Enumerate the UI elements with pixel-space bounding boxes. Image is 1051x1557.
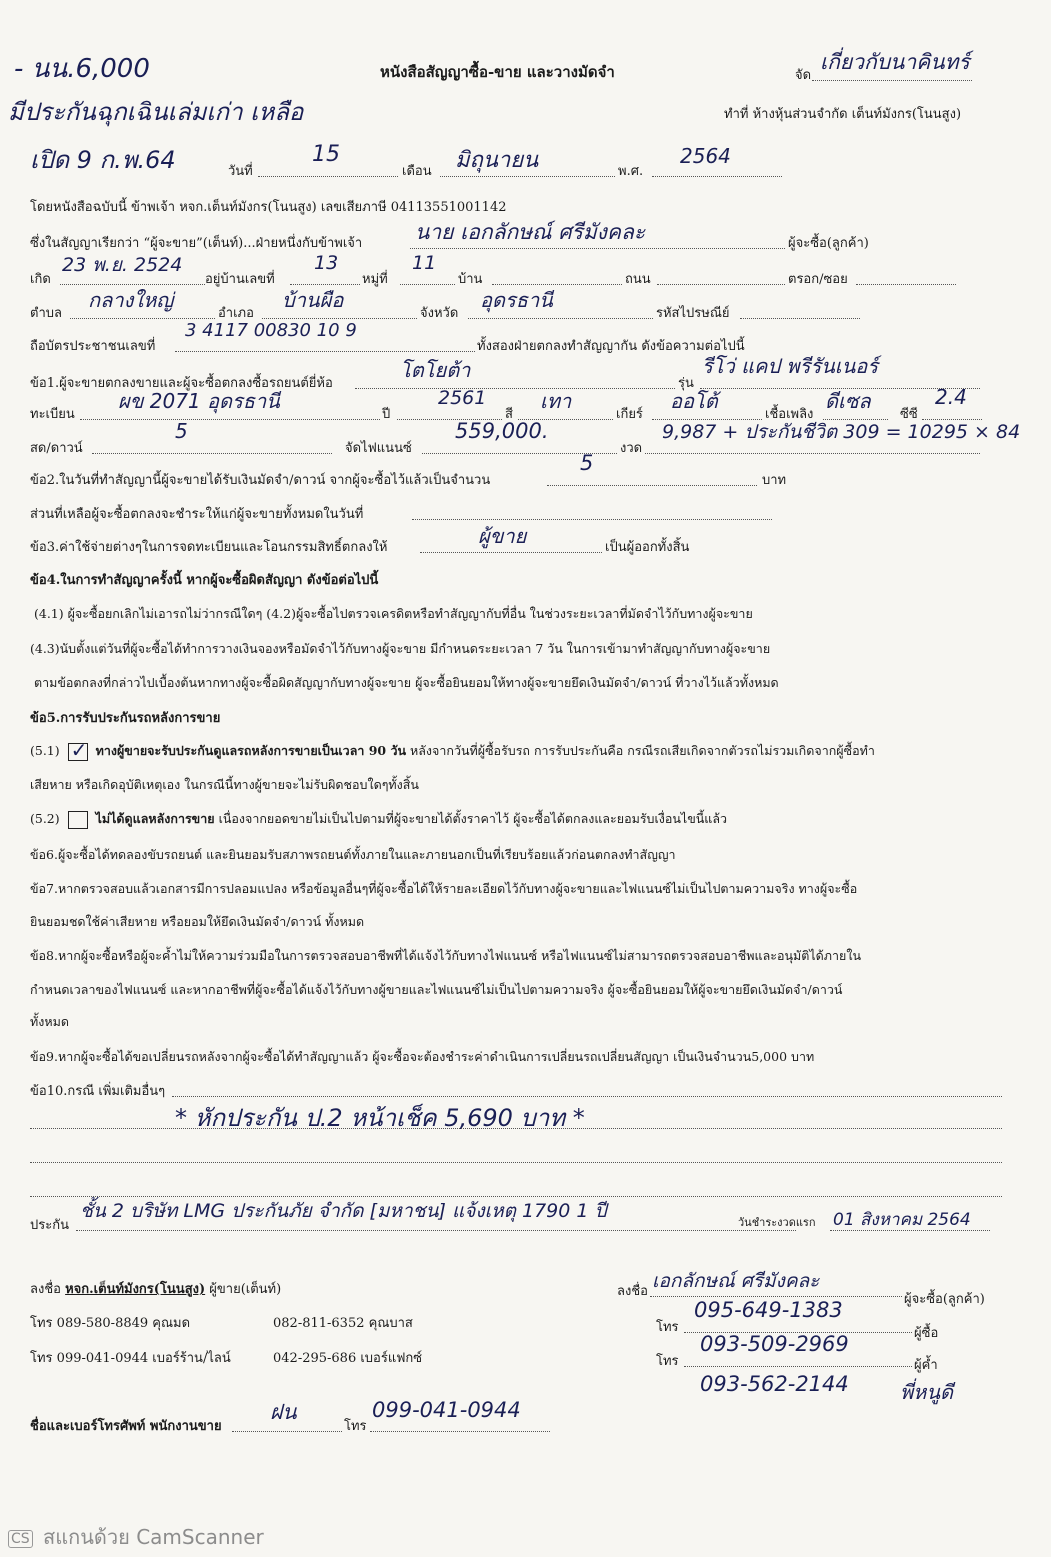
- clause5-1-number: (5.1): [30, 743, 60, 758]
- made-at-label: จัด: [795, 68, 812, 83]
- buyer-sign-label: ลงชื่อ: [617, 1284, 648, 1299]
- check-mark-icon: ✓: [70, 737, 88, 762]
- staff-label: ชื่อและเบอร์โทรศัพท์ พนักงานขาย: [30, 1419, 222, 1434]
- village-label: บ้าน: [458, 272, 483, 287]
- birth-label: เกิด: [30, 272, 51, 287]
- clause10-label: ข้อ10.กรณี เพิ่มเติมอื่นๆ: [30, 1084, 166, 1099]
- staff-tel-label: โทร: [344, 1419, 367, 1434]
- seller-sign-row: [30, 1278, 281, 1299]
- clause4-1: (4.1) ผู้จะซื้อยกเลิกไม่เอารถไม่ว่ากรณีใดๆ (4.2)ผู้จะซื้อไปตรวจเครดิตหรือทำสัญญากับที่อื่น ในช่วงระยะเวลาที่มัดจำไว้กับทางผู้จะขาย: [34, 606, 753, 621]
- buyer-role: ผู้จะซื้อ(ลูกค้า): [904, 1292, 985, 1307]
- seller-sign-label: ลงชื่อ: [30, 1282, 61, 1297]
- id-post: ทั้งสองฝ่ายตกลงทำสัญญากัน ดังข้อความต่อไปนี้: [477, 339, 745, 354]
- buyer-tel-role: ผู้ซื้อ: [914, 1326, 939, 1341]
- cc-value: 2.4: [935, 385, 967, 409]
- clause5-2-bold: ไม่ได้ดูแลหลังการขาย: [95, 811, 215, 826]
- party-line-pre: ซึ่งในสัญญาเรียกว่า “ผู้จะขาย”(เต็นท์)...ฝ่ายหนึ่งกับข้าพเจ้า: [30, 236, 363, 251]
- finance-label: จัดไฟแนนซ์: [345, 441, 412, 456]
- party-line-post: ผู้จะซื้อ(ลูกค้า): [788, 236, 869, 251]
- subdistrict-value: กลางใหญ่: [88, 288, 174, 312]
- clause3-pre: ข้อ3.ค่าใช้จ่ายต่างๆในการจดทะเบียนและโอนกรรมสิทธิ์ตกลงให้: [30, 540, 388, 555]
- gear-label: เกียร์: [616, 407, 643, 422]
- clause5-1-checkbox[interactable]: [68, 737, 88, 762]
- moo-value: 11: [412, 252, 437, 274]
- clause4-3: (4.3)นับตั้งแต่วันที่ผู้จะซื้อได้ทำการวางเงินจองหรือมัดจำไว้กับทางผู้จะขาย มีกำหนดระยะเวลา 7 วัน ในการเข้ามาทำสัญญากับทางผู้จะขาย: [30, 641, 771, 656]
- model-value: รีโว่ แคป พรีรันเนอร์: [702, 354, 878, 378]
- subdistrict-label: ตำบล: [30, 306, 62, 321]
- clause6: ข้อ6.ผู้จะซื้อได้ทดลองขับรถยนต์ และยินยอมรับสภาพรถยนต์ทั้งภายในและภายนอกเป็นที่เรียบร้อยแล้วก่อนตกลงทำสัญญา: [30, 847, 676, 862]
- clause5-2-number: (5.2): [30, 811, 60, 826]
- house-value: 13: [314, 252, 339, 274]
- top-left-note: มีประกันฉุกเฉินเล่มเก่า เหลือ: [8, 98, 304, 126]
- postcode-label: รหัสไปรษณีย์: [656, 306, 730, 321]
- clause5-heading: ข้อ5.การรับประกันรถหลังการขาย: [30, 711, 221, 726]
- clause5-1-row: [30, 737, 875, 762]
- year-value: 2564: [680, 144, 731, 168]
- open-date-note: เปิด 9 ก.พ.64: [30, 146, 176, 174]
- birth-value: 23 พ.ย. 2524: [62, 254, 183, 276]
- gear-value: ออโต้: [670, 389, 718, 413]
- cc-label: ซีซี: [900, 407, 918, 422]
- made-at-value: เกี่ยวกับนาคินทร์: [820, 50, 970, 74]
- moo-label: หมู่ที่: [362, 272, 388, 287]
- id-label: ถือบัตรประชาชนเลขที่: [30, 339, 156, 354]
- buyer-name: นาย เอกลักษณ์ ศรีมังคละ: [415, 220, 646, 244]
- clause4-heading: ข้อ4.ในการทำสัญญาครั้งนี้ หากผู้จะซื้อผิดสัญญา ดังข้อต่อไปนี้: [30, 573, 379, 588]
- province-label: จังหวัด: [420, 306, 459, 321]
- camscanner-watermark: [8, 1521, 264, 1553]
- month-label: เดือน: [402, 164, 432, 179]
- camscanner-logo-icon: CS: [8, 1530, 33, 1548]
- clause5-1-cont: เสียหาย หรือเกิดอุบัติเหตุเอง ในกรณีนี้ทางผู้ขายจะไม่รับผิดชอบใดๆทั้งสิ้น: [30, 777, 419, 792]
- color-label: สี: [505, 407, 513, 422]
- guarantor-tel-label: โทร: [656, 1354, 679, 1369]
- clause3-value: ผู้ขาย: [478, 524, 527, 548]
- reg-label: ทะเบียน: [30, 407, 75, 422]
- seller-sign-name: หจก.เต็นท์มังกร(โนนสูง): [65, 1282, 206, 1297]
- clause2-pre: ข้อ2.ในวันที่ทำสัญญานี้ผู้จะขายได้รับเงินมัดจำ/ดาวน์ จากผู้จะซื้อไว้แล้วเป็นจำนวน: [30, 473, 491, 488]
- clause10-value: * หักประกัน ป.2 หน้าเช็ค 5,690 บาท *: [175, 1104, 585, 1132]
- insurance-label: ประกัน: [30, 1218, 69, 1233]
- buyer-tel-label: โทร: [656, 1320, 679, 1335]
- clause8-line2: กำหนดเวลาของไฟแนนซ์ และหากอาชีพที่ผู้จะซื้อได้แจ้งไว้กับทางผู้ขายและไฟแนนซ์ไม่เป็นไปตามความจริง ผู้จะซื้อยินยอมให้ผู้จะขายยึดเงินมัดจำ/ดาวน์: [30, 982, 843, 997]
- color-value: เทา: [540, 389, 572, 413]
- brand-value: โตโยต้า: [400, 358, 471, 382]
- install-value: 9,987 + ประกันชีวิต 309 = 10295 × 84: [662, 421, 1021, 443]
- down-value: 5: [175, 419, 188, 443]
- reg-value: ผข 2071 อุดรธานี: [118, 389, 280, 413]
- clause4-4: ตามข้อตกลงที่กล่าวไปเบื้องต้นหากทางผู้จะซื้อผิดสัญญากับทางผู้จะขาย ผู้จะซื้อยินยอมให้ทางผู้จะขายยึดเงินมัดจำ/ดาวน์ ที่วางไว้แล้วทั้งหมด: [34, 675, 779, 690]
- extra-tel: 093-562-2144: [700, 1372, 849, 1396]
- buyer-signature: เอกลักษณ์ ศรีมังคละ: [652, 1270, 820, 1292]
- finance-value: 559,000.: [455, 419, 549, 443]
- clause2-remainder: ส่วนที่เหลือผู้จะซื้อตกลงจะชำระให้แก่ผู้จะขายทั้งหมดในวันที่: [30, 507, 364, 522]
- clause8-line1: ข้อ8.หากผู้จะซื้อหรือผู้จะค้ำไม่ให้ความร่วมมือในการตรวจสอบอาชีพที่ได้แจ้งไว้กับทางไฟแนนซ์ หรือไฟแนนซ์ไม่สามารถตรวจสอบอาชีพและอนุมัติได้ภายใน: [30, 948, 861, 963]
- clause5-1-rest: หลังจากวันที่ผู้ซื้อรับรถ การรับประกันคือ กรณีรถเสียเกิดจากตัวรถไม่รวมเกิดจากผู้ซื้อทำ: [410, 743, 875, 758]
- install-label: งวด: [620, 441, 643, 456]
- day-value: 15: [312, 142, 340, 167]
- road-label: ถนน: [625, 272, 651, 287]
- phone-4: 042-295-686 เบอร์แฟกซ์: [273, 1351, 423, 1366]
- clause7-line1: ข้อ7.หากตรวจสอบแล้วเอกสารมีการปลอมแปลง หรือข้อมูลอื่นๆที่ผู้จะซื้อได้ให้รายละเอียดไว้กับทางผู้จะขายและไฟแนนซ์ไม่เป็นไปตามความจริง ทางผู้จะซื้อ: [30, 881, 858, 896]
- buyer-tel: 095-649-1383: [694, 1298, 843, 1322]
- clause5-1-bold: ทางผู้ขายจะรับประกันดูแลรถหลังการขายเป็นเวลา 90 วัน: [95, 743, 407, 758]
- place-line: ทำที่ ห้างหุ้นส่วนจำกัด เต็นท์มังกร(โนนสูง): [724, 107, 962, 122]
- clause3-post: เป็นผู้ออกทั้งสิ้น: [605, 540, 690, 555]
- fuel-label: เชื้อเพลิง: [765, 407, 814, 422]
- model-label: รุ่น: [678, 376, 694, 391]
- staff-name: ฝน: [270, 1400, 297, 1424]
- clause8-line3: ทั้งหมด: [30, 1014, 69, 1029]
- district-label: อำเภอ: [218, 306, 254, 321]
- day-label: วันที่: [228, 164, 253, 179]
- guarantor-role: ผู้ค้ำ: [914, 1358, 938, 1373]
- first-due-value: 01 สิงหาคม 2564: [833, 1210, 971, 1230]
- staff-tel: 099-041-0944: [372, 1398, 521, 1422]
- province-value: อุดรธานี: [480, 288, 553, 312]
- year-label: พ.ศ.: [618, 164, 644, 179]
- seller-role: ผู้ขาย(เต็นท์): [209, 1282, 282, 1297]
- first-due-label: วันชำระงวดแรก: [738, 1216, 816, 1229]
- guarantor-tel: 093-509-2969: [700, 1332, 849, 1356]
- clause5-2-row: [30, 809, 727, 829]
- insurance-value: ชั้น 2 บริษัท LMG ประกันภัย จำกัด [มหาชน] แจ้งเหตุ 1790 1 ปี: [80, 1200, 607, 1222]
- fuel-value: ดีเซล: [825, 389, 871, 413]
- camscanner-text: สแกนด้วย CamScanner: [43, 1525, 264, 1549]
- alley-label: ตรอก/ซอย: [788, 272, 848, 287]
- id-value: 3 4117 00830 10 9: [185, 320, 357, 341]
- house-label: อยู่บ้านเลขที่: [205, 272, 275, 287]
- extra-tel-note: พี่หนูดี: [900, 1380, 954, 1404]
- month-value: มิถุนายน: [455, 148, 539, 173]
- clause2-post: บาท: [762, 473, 787, 488]
- phone-3: โทร 099-041-0944 เบอร์ร้าน/ไลน์: [30, 1351, 231, 1366]
- clause7-line2: ยินยอมชดใช้ค่าเสียหาย หรือยอมให้ยึดเงินมัดจำ/ดาวน์ ทั้งหมด: [30, 914, 365, 929]
- clause1-label: ข้อ1.ผู้จะขายตกลงขายและผู้จะซื้อตกลงซื้อรถยนต์ยี่ห้อ: [30, 376, 333, 391]
- district-value: บ้านผือ: [282, 288, 344, 312]
- down-label: สด/ดาวน์: [30, 441, 83, 456]
- clause2-value: 5: [580, 451, 594, 475]
- year-field-label: ปี: [382, 407, 391, 422]
- intro-line: โดยหนังสือฉบับนี้ ข้าพเจ้า หจก.เต็นท์มังกร(โนนสูง) เลขเสียภาษี 0411355100114​2: [30, 200, 507, 215]
- clause5-2-checkbox[interactable]: [68, 811, 88, 829]
- clause5-2-rest: เนื่องจากยอดขายไม่เป็นไปตามที่ผู้จะขายได้ตั้งราคาไว้ ผู้จะซื้อได้ตกลงและยอมรับเงื่อนไขนี้แล้ว: [218, 811, 728, 826]
- year-field-value: 2561: [438, 387, 487, 409]
- document-title: หนังสือสัญญาซื้อ-ขาย และวางมัดจำ: [380, 63, 615, 81]
- phone-1: โทร 089-580-8849 คุณมด: [30, 1316, 191, 1331]
- clause9: ข้อ9.หากผู้จะซื้อได้ขอเปลี่ยนรถหลังจากผู้จะซื้อได้ทำสัญญาแล้ว ผู้จะซื้อจะต้องชำระค่าดำเนินการเปลี่ยนรถเปลี่ยนสัญญา เป็นเงินจำนวน5,000 บาท: [30, 1049, 815, 1064]
- phone-2: 082-811-6352 คุณบาส: [273, 1316, 413, 1331]
- top-left-amount: - นน.6,000: [14, 54, 150, 84]
